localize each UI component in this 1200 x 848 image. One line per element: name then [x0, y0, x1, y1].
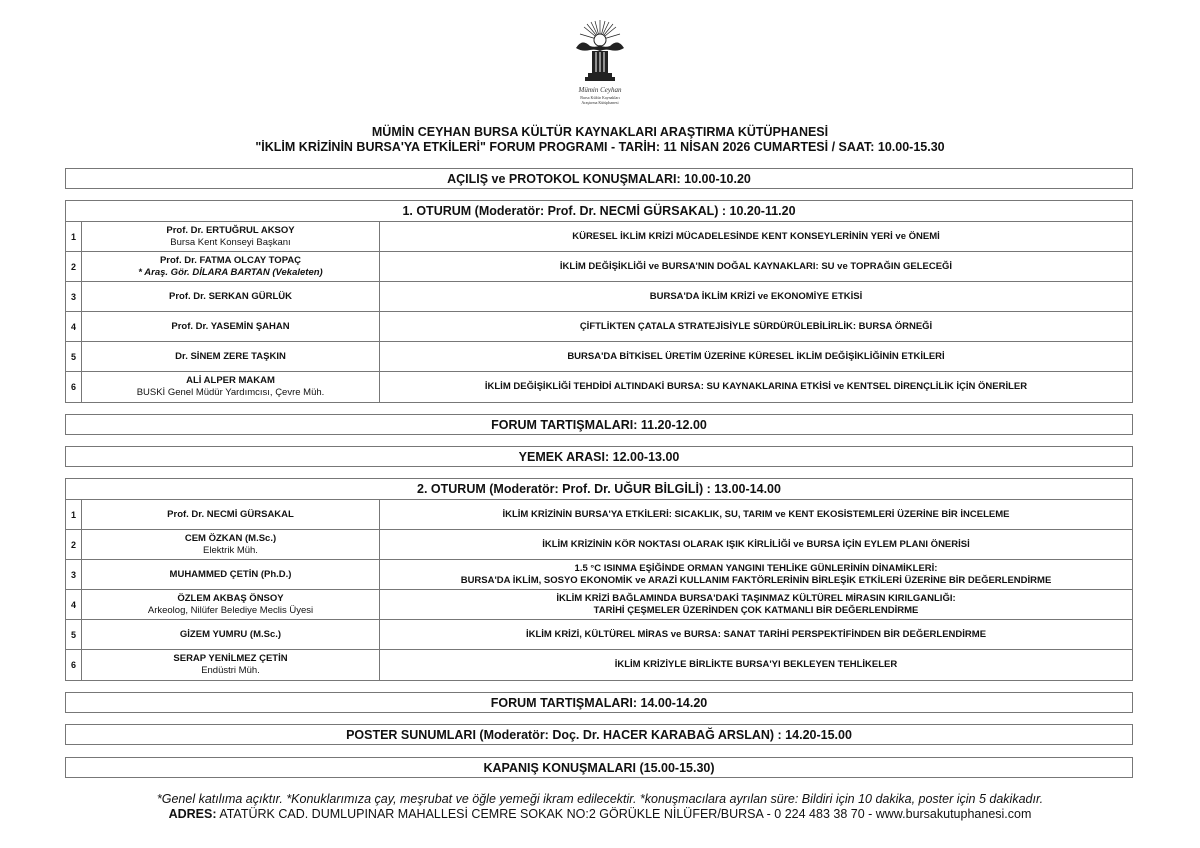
speaker-role: Endüstri Müh.: [201, 665, 260, 676]
table-row: [66, 312, 1132, 342]
speaker-cell: [82, 530, 380, 559]
row-number: 4: [66, 312, 82, 341]
talk-title-cell: [380, 530, 1132, 559]
row-number: 1: [66, 222, 82, 251]
footer-address: [0, 807, 1200, 821]
talk-title: ÇİFTLİKTEN ÇATALA STRATEJİSİYLE SÜRDÜRÜLEBİLİRLİK: BURSA ÖRNEĞİ: [579, 320, 933, 332]
forum-1-label: FORUM TARTIŞMALARI: 11.20-12.00: [491, 417, 707, 432]
row-number: 5: [66, 620, 82, 649]
library-column-sun-logo: [560, 18, 640, 86]
session-1-title: 1. OTURUM (Moderatör: Prof. Dr. NECMİ GÜRSAKAL) : 10.20-11.20: [66, 201, 1132, 222]
speaker-cell: [82, 222, 380, 251]
row-number: 3: [66, 282, 82, 311]
table-row: [66, 590, 1132, 620]
speaker-cell: [82, 620, 380, 649]
library-logo: [560, 18, 640, 118]
row-number: 2: [66, 530, 82, 559]
session-2-title: 2. OTURUM (Moderatör: Prof. Dr. UĞUR BİLGİLİ) : 13.00-14.00: [66, 479, 1132, 500]
speaker-cell: [82, 650, 380, 680]
talk-title-cell: [380, 620, 1132, 649]
talk-title: İKLİM KRİZİYLE BİRLİKTE BURSA'YI BEKLEYEN TEHLİKELER: [614, 659, 898, 670]
row-number: 6: [66, 372, 82, 402]
row-number: 5: [66, 342, 82, 371]
row-number: 1: [66, 500, 82, 529]
speaker-role: BUSKİ Genel Müdür Yardımcısı, Çevre Müh.: [136, 387, 325, 398]
table-row: [66, 342, 1132, 372]
speaker-cell: [82, 282, 380, 311]
speaker-cell: [82, 252, 380, 281]
table-row: [66, 620, 1132, 650]
speaker-role: Elektrik Müh.: [203, 544, 258, 556]
speaker-name: GİZEM YUMRU (M.Sc.): [179, 628, 282, 640]
talk-title-cell: [380, 372, 1132, 402]
talk-title: İKLİM DEĞİŞİKLİĞİ TEHDİDİ ALTINDAKİ BURSA: SU KAYNAKLARINA ETKİSİ ve KENTSEL DİRENÇLİLİK İÇİN ÖNERİLER: [484, 381, 1028, 392]
talk-title: 1.5 °C ISINMA EŞİĞİNDE ORMAN YANGINI TEHLİKE GÜNLERİNİN DİNAMİKLERİ:: [574, 562, 938, 574]
row-number: 4: [66, 590, 82, 619]
footer-note: *Genel katılıma açıktır. *Konuklarımıza çay, meşrubat ve öğle yemeği ikram edilecektir. *konuşmacılara ayrılan süre: Bildiri için 10 dakika, poster için 5 dakikadır.: [156, 792, 1044, 806]
speaker-cell: [82, 560, 380, 589]
row-number: 2: [66, 252, 82, 281]
library-title: MÜMİN CEYHAN BURSA KÜLTÜR KAYNAKLARI ARAŞTIRMA KÜTÜPHANESİ: [371, 125, 829, 139]
address-text: ATATÜRK CAD. DUMLUPINAR MAHALLESİ CEMRE SOKAK NO:2 GÖRÜKLE NİLÜFER/BURSA - 0 224 483 38 70 - www.bursakutuphanesi.com: [219, 807, 1032, 821]
table-row: [66, 530, 1132, 560]
speaker-name: Prof. Dr. FATMA OLCAY TOPAÇ: [159, 254, 302, 266]
closing-label: KAPANIŞ KONUŞMALARI (15.00-15.30): [483, 760, 715, 775]
session-2-table: [65, 478, 1133, 681]
speaker-name: ÖZLEM AKBAŞ ÖNSOY: [177, 592, 284, 604]
opening-label: AÇILIŞ ve PROTOKOL KONUŞMALARI: 10.00-10.20: [447, 171, 751, 186]
talk-title-cell: [380, 222, 1132, 251]
forum-1-banner: [65, 414, 1133, 435]
session-1-table: [65, 200, 1133, 403]
talk-title: İKLİM KRİZİNİN KÖR NOKTASI OLARAK IŞIK KİRLİLİĞİ ve BURSA İÇİN EYLEM PLANI ÖNERİSİ: [542, 538, 970, 550]
talk-title-line2: BURSA'DA İKLİM, SOSYO EKONOMİK ve ARAZİ KULLANIM FAKTÖRLERİNİN BİRLEŞİK ETKİLERİ ÜZERİNE BİR DEĞERLENDİRME: [460, 574, 1052, 586]
table-row: [66, 560, 1132, 590]
speaker-name: CEM ÖZKAN (M.Sc.): [184, 532, 277, 544]
talk-title: İKLİM KRİZİ, KÜLTÜREL MİRAS ve BURSA: SANAT TARİHİ PERSPEKTİFİNDEN BİR DEĞERLENDİRME: [525, 628, 987, 640]
speaker-cell: [82, 312, 380, 341]
forum-2-label: FORUM TARTIŞMALARI: 14.00-14.20: [490, 695, 708, 710]
speaker-name: Prof. Dr. NECMİ GÜRSAKAL: [167, 508, 294, 520]
speaker-name: Prof. Dr. ERTUĞRUL AKSOY: [166, 224, 295, 236]
talk-title-cell: [380, 650, 1132, 680]
talk-title-cell: [380, 560, 1132, 589]
poster-label: POSTER SUNUMLARI (Moderatör: Doç. Dr. HACER KARABAĞ ARSLAN) : 14.20-15.00: [346, 727, 852, 742]
talk-title: İKLİM KRİZİNİN BURSA'YA ETKİLERİ: SICAKLIK, SU, TARIM ve KENT EKOSİSTEMLERİ ÜZERİNE BİR İNCELEME: [502, 508, 1010, 520]
closing-banner: [65, 757, 1133, 778]
talk-title-cell: [380, 312, 1132, 341]
talk-title-cell: [380, 282, 1132, 311]
lunch-banner: [65, 446, 1133, 467]
speaker-cell: [82, 372, 380, 402]
forum-2-banner: [65, 692, 1133, 713]
speaker-name: ALİ ALPER MAKAM: [186, 375, 275, 386]
speaker-name: SERAP YENİLMEZ ÇETİN: [173, 653, 288, 664]
table-row: [66, 650, 1132, 680]
logo-signature: Mümin Ceyhan: [578, 86, 622, 94]
poster-banner: [65, 724, 1133, 745]
talk-title-cell: [380, 252, 1132, 281]
talk-title-cell: [380, 342, 1132, 371]
talk-title: KÜRESEL İKLİM KRİZİ MÜCADELESİNDE KENT KONSEYLERİNİN YERİ ve ÖNEMİ: [572, 230, 940, 242]
talk-title: BURSA'DA BİTKİSEL ÜRETİM ÜZERİNE KÜRESEL İKLİM DEĞİŞİKLİĞİNİN ETKİLERİ: [567, 350, 945, 362]
program-title: "İKLİM KRİZİNİN BURSA'YA ETKİLERİ" FORUM PROGRAMI - TARİH: 11 NİSAN 2026 CUMARTESİ / SAAT: 10.00-15.30: [255, 140, 945, 154]
talk-title: BURSA'DA İKLİM KRİZİ ve EKONOMİYE ETKİSİ: [649, 290, 863, 302]
table-row: [66, 500, 1132, 530]
opening-banner: [65, 168, 1133, 189]
speaker-cell: [82, 342, 380, 371]
talk-title-cell: [380, 590, 1132, 619]
speaker-name: MUHAMMED ÇETİN (Ph.D.): [169, 568, 292, 580]
speaker-role: Bursa Kent Konseyi Başkanı: [170, 236, 291, 248]
table-row: [66, 372, 1132, 402]
table-row: [66, 222, 1132, 252]
speaker-cell: [82, 590, 380, 619]
talk-title-line2: TARİHİ ÇEŞMELER ÜZERİNDEN ÇOK KATMANLI BİR DEĞERLENDİRME: [593, 604, 919, 616]
speaker-name: Dr. SİNEM ZERE TAŞKIN: [175, 350, 286, 362]
speaker-cell: [82, 500, 380, 529]
table-row: [66, 282, 1132, 312]
speaker-name: Prof. Dr. YASEMİN ŞAHAN: [171, 320, 290, 332]
row-number: 6: [66, 650, 82, 680]
table-row: [66, 252, 1132, 282]
speaker-role: Arkeolog, Nilüfer Belediye Meclis Üyesi: [147, 604, 314, 616]
row-number: 3: [66, 560, 82, 589]
lunch-label: YEMEK ARASI: 12.00-13.00: [518, 449, 680, 464]
speaker-substitute: * Araş. Gör. DİLARA BARTAN (Vekaleten): [138, 266, 323, 278]
logo-caption-line1: Bursa Kültür Kaynakları: [580, 95, 620, 100]
speaker-name: Prof. Dr. SERKAN GÜRLÜK: [169, 290, 292, 302]
address-label: ADRES:: [168, 807, 217, 821]
talk-title-cell: [380, 500, 1132, 529]
logo-caption-line2: Araştırma Kütüphanesi: [581, 100, 619, 105]
talk-title: İKLİM DEĞİŞİKLİĞİ ve BURSA'NIN DOĞAL KAYNAKLARI: SU ve TOPRAĞIN GELECEĞİ: [559, 260, 953, 272]
talk-title: İKLİM KRİZİ BAĞLAMINDA BURSA'DAKİ TAŞINMAZ KÜLTÜREL MİRASIN KIRILGANLIĞI:: [556, 592, 956, 604]
